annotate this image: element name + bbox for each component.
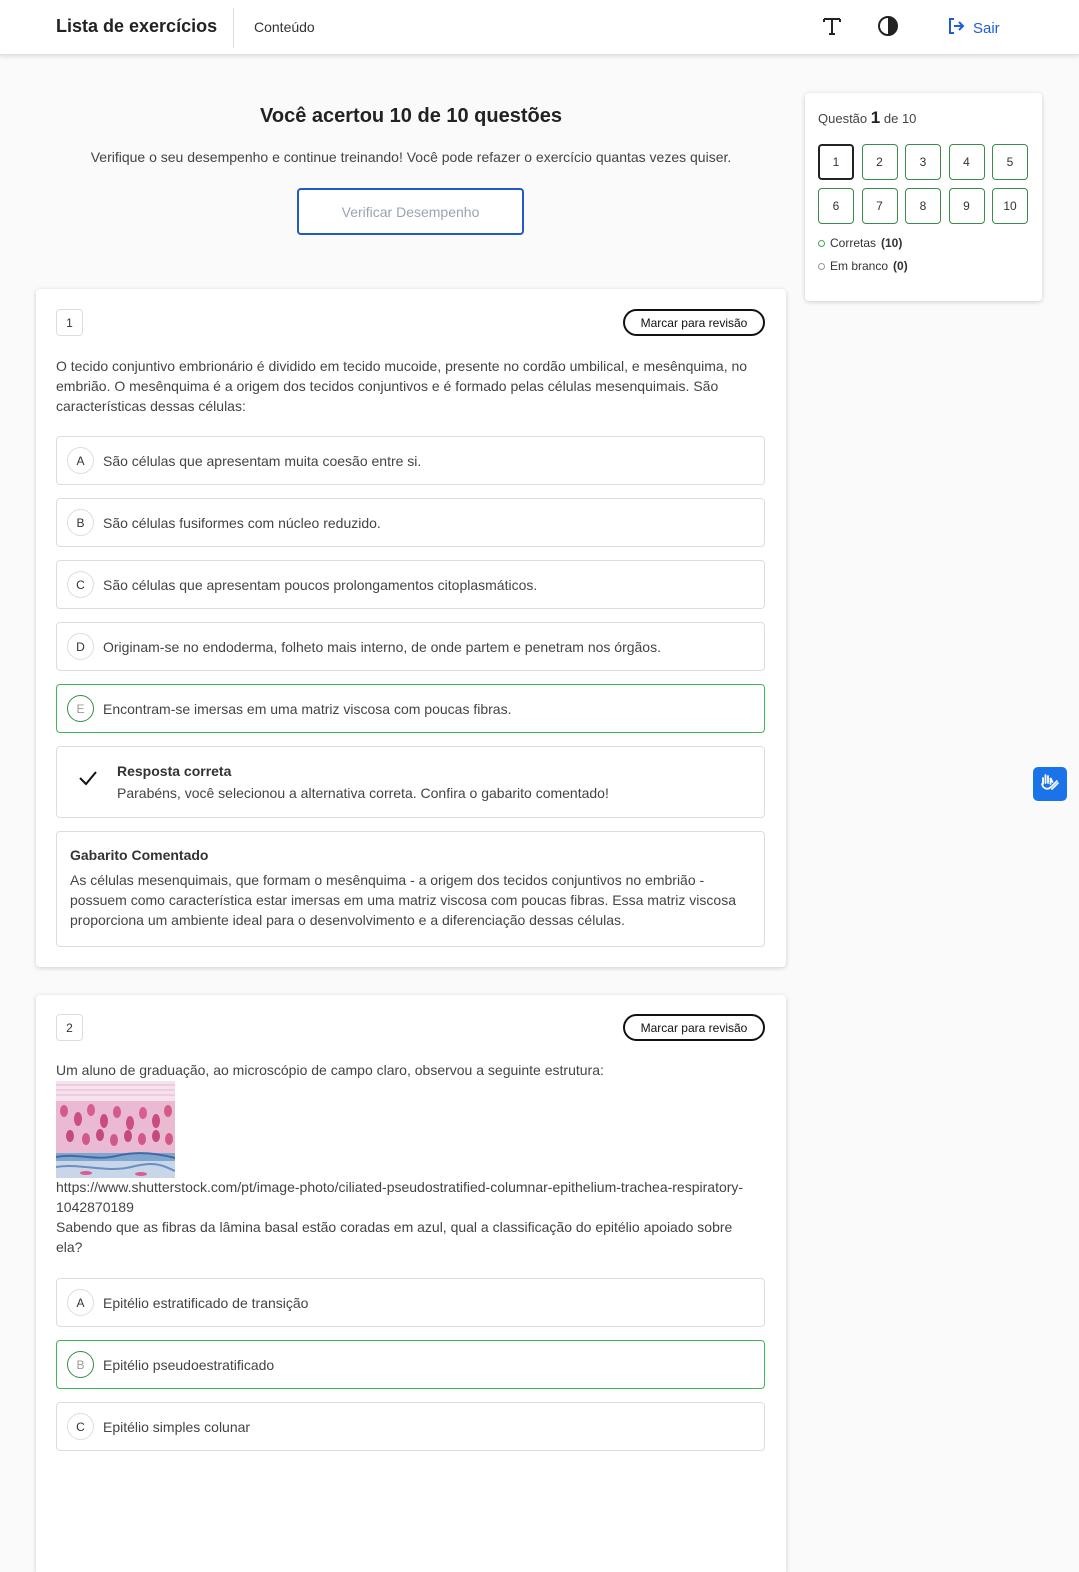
question-prefix: Questão bbox=[818, 111, 868, 126]
alternative-letter: E bbox=[67, 695, 94, 722]
verify-performance-button[interactable]: Verificar Desempenho bbox=[297, 188, 524, 235]
legend-correct bbox=[818, 236, 902, 250]
feedback-title: Resposta correta bbox=[117, 763, 232, 779]
check-icon bbox=[77, 767, 99, 789]
alternative-letter: B bbox=[67, 509, 94, 536]
correct-dot-icon bbox=[818, 240, 825, 247]
blank-dot-icon bbox=[818, 263, 825, 270]
alternative-b[interactable] bbox=[56, 498, 765, 547]
question-box[interactable]: 6 bbox=[818, 188, 854, 224]
alternative-b[interactable] bbox=[56, 1340, 765, 1389]
result-subtitle: Verifique o seu desempenho e continue treinando! Você pode refazer o exercício quantas vezes quiser. bbox=[90, 149, 732, 165]
feedback-text: Parabéns, você selecionou a alternativa correta. Confira o gabarito comentado! bbox=[117, 785, 609, 801]
sign-language-button[interactable] bbox=[1033, 767, 1067, 801]
legend-correct-label: Corretas bbox=[830, 236, 877, 250]
alternative-text: Epitélio estratificado de transição bbox=[103, 1294, 309, 1311]
alternative-letter: A bbox=[67, 1289, 94, 1316]
commented-answer-text: As células mesenquimais, que formam o mesênquima - a origem dos tecidos conjuntivos no embrião - possuem como característica estar imersas em uma matriz viscosa com poucas fibras. Essa matriz viscosa proporciona um ambiente ideal para o desenvolvimento e a diferenciação dessas células. bbox=[70, 872, 736, 928]
question-box[interactable]: 3 bbox=[905, 144, 941, 180]
question-box[interactable]: 8 bbox=[905, 188, 941, 224]
top-bar bbox=[0, 0, 1079, 55]
alternative-text: Epitélio simples colunar bbox=[103, 1418, 251, 1435]
image-source-text: https://www.shutterstock.com/pt/image-photo/ciliated-pseudostratified-columnar-epithelium-trachea-respiratory-1042870189 bbox=[56, 1179, 744, 1215]
commented-answer bbox=[56, 831, 765, 947]
alternative-letter: C bbox=[67, 571, 94, 598]
alternative-text: São células que apresentam poucos prolongamentos citoplasmáticos. bbox=[103, 576, 538, 593]
result-title: Você acertou 10 de 10 questões bbox=[260, 105, 562, 127]
header-divider bbox=[233, 8, 234, 48]
question-suffix: de 10 bbox=[883, 111, 917, 126]
legend-correct-count: (10) bbox=[881, 236, 903, 250]
mark-review-button[interactable]: Marcar para revisão bbox=[623, 309, 765, 336]
question-indicator bbox=[818, 108, 916, 128]
legend-blank-count: (0) bbox=[893, 259, 908, 273]
alternative-letter: B bbox=[67, 1351, 94, 1378]
question-stem: Um aluno de graduação, ao microscópio de campo claro, observou a seguinte estrutura: bbox=[56, 1062, 604, 1078]
legend-blank bbox=[818, 259, 908, 273]
question-box[interactable]: 5 bbox=[992, 144, 1028, 180]
alternative-c[interactable] bbox=[56, 560, 765, 609]
question-box[interactable]: 4 bbox=[949, 144, 985, 180]
question-box[interactable]: 2 bbox=[862, 144, 898, 180]
answer-feedback bbox=[56, 746, 765, 818]
question-stem: O tecido conjuntivo embrionário é dividido em tecido mucoide, presente no cordão umbilical, e mesênquima, no embrião. O mesênquima é a origem dos tecidos conjuntivos e é formado pelas células mesenquimais. São características dessas células: bbox=[56, 358, 748, 414]
alternative-text: Encontram-se imersas em uma matriz viscosa com poucas fibras. bbox=[103, 700, 512, 717]
contrast-icon[interactable] bbox=[876, 14, 900, 38]
alternative-d[interactable] bbox=[56, 622, 765, 671]
alternative-letter: A bbox=[67, 447, 94, 474]
alternative-text: Epitélio pseudoestratificado bbox=[103, 1356, 275, 1373]
question-box[interactable]: 10 bbox=[992, 188, 1028, 224]
question-box[interactable]: 9 bbox=[949, 188, 985, 224]
current-question-number: 1 bbox=[870, 108, 881, 127]
question-grid bbox=[818, 144, 1028, 224]
alternative-text: São células fusiformes com núcleo reduzido. bbox=[103, 514, 381, 531]
question-navigator bbox=[805, 93, 1042, 301]
tab-conteudo[interactable]: Conteúdo bbox=[254, 19, 315, 35]
exit-label: Sair bbox=[973, 19, 1000, 37]
alternative-letter: C bbox=[67, 1413, 94, 1440]
mark-review-button[interactable]: Marcar para revisão bbox=[623, 1014, 765, 1041]
question-card-1 bbox=[36, 289, 786, 967]
app-title: Lista de exercícios bbox=[56, 16, 218, 36]
question-number: 2 bbox=[56, 1014, 83, 1041]
question-box[interactable]: 7 bbox=[862, 188, 898, 224]
legend-blank-label: Em branco bbox=[830, 259, 889, 273]
exit-button[interactable] bbox=[946, 16, 1000, 40]
alternative-a[interactable] bbox=[56, 1278, 765, 1327]
logout-icon bbox=[946, 16, 966, 40]
hands-icon bbox=[1039, 771, 1061, 798]
alternative-text: Originam-se no endoderma, folheto mais interno, de onde partem e penetram nos órgãos. bbox=[103, 638, 661, 655]
question-number: 1 bbox=[56, 309, 83, 336]
alternative-text: São células que apresentam muita coesão entre si. bbox=[103, 452, 422, 469]
question-card-2 bbox=[36, 995, 786, 1572]
alternative-e[interactable] bbox=[56, 684, 765, 733]
microscope-image bbox=[56, 1081, 175, 1178]
alternative-c[interactable] bbox=[56, 1402, 765, 1451]
alternative-letter: D bbox=[67, 633, 94, 660]
question-text: Sabendo que as fibras da lâmina basal estão coradas em azul, qual a classificação do epitélio apoiado sobre ela? bbox=[56, 1219, 733, 1255]
font-size-icon[interactable] bbox=[820, 14, 844, 38]
alternative-a[interactable] bbox=[56, 436, 765, 485]
commented-answer-title: Gabarito Comentado bbox=[70, 847, 209, 863]
question-box[interactable]: 1 bbox=[818, 144, 854, 180]
